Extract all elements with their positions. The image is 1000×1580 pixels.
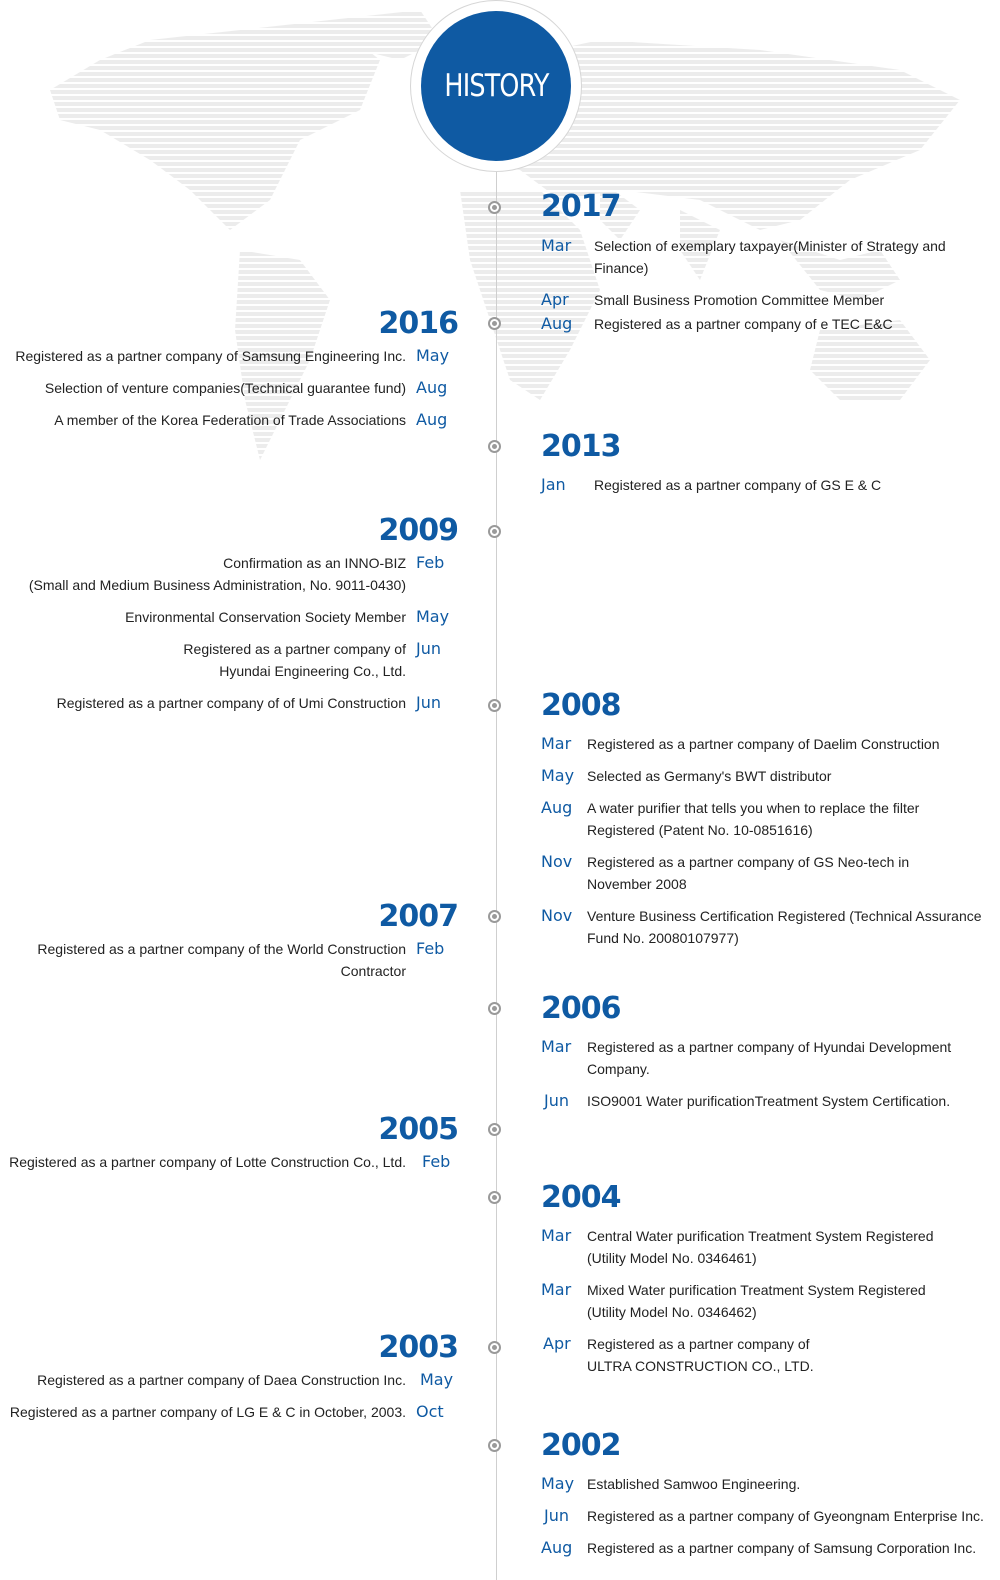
- year-label: 2002: [541, 1428, 621, 1463]
- timeline-dot-2017: [488, 201, 501, 214]
- year-block-2007: [0, 899, 458, 992]
- history-text: Central Water purification Treatment System Registered (Utility Model No. 0346461): [587, 1228, 934, 1266]
- history-text: Small Business Promotion Committee Member: [594, 292, 885, 308]
- history-text: Registered as a partner company of Hyundai Development Company.: [587, 1039, 952, 1077]
- history-text: Registered as a partner company of Samsung Corporation Inc.: [587, 1540, 977, 1556]
- history-text: Confirmation as an INNO-BIZ (Small and Medium Business Administration, No. 9011-0430): [28, 555, 406, 593]
- history-item: [541, 797, 986, 841]
- history-item: [541, 1225, 961, 1269]
- year-label: 2008: [541, 688, 621, 723]
- history-item: [0, 377, 458, 399]
- month-label: May: [541, 1474, 575, 1493]
- year-label: 2017: [541, 189, 621, 224]
- year-block-2013: [541, 429, 961, 506]
- history-text: Registered as a partner company of Lotte Construction Co., Ltd.: [9, 1154, 406, 1170]
- month-label: Jun: [544, 1506, 569, 1525]
- year-block-2008: [541, 688, 986, 959]
- history-badge-circle: [421, 11, 571, 161]
- history-text: ISO9001 Water purificationTreatment System Certification.: [587, 1093, 951, 1109]
- month-label: Apr: [541, 290, 569, 309]
- month-label: Mar: [541, 1280, 572, 1299]
- timeline-dot-2013: [488, 440, 501, 453]
- month-label: Feb: [416, 939, 445, 958]
- month-label: Nov: [541, 852, 573, 871]
- history-text: Mixed Water purification Treatment System Registered (Utility Model No. 0346462): [587, 1282, 926, 1320]
- month-label: May: [420, 1370, 454, 1389]
- history-text: Selection of exemplary taxpayer(Minister of Strategy and Finance): [594, 238, 946, 276]
- history-item: [541, 1473, 986, 1495]
- history-text: Registered as a partner company of Samsung Engineering Inc.: [15, 348, 406, 364]
- year-block-2004: [541, 1180, 961, 1387]
- month-label: Mar: [541, 236, 572, 255]
- month-label: Aug: [541, 314, 573, 333]
- history-text: A member of the Korea Federation of Trade Associations: [54, 412, 406, 428]
- month-label: May: [541, 766, 575, 785]
- year-block-2017: [541, 189, 961, 345]
- history-item: [0, 552, 458, 596]
- history-text: Selection of venture companies(Technical guarantee fund): [44, 380, 406, 396]
- history-text: Selected as Germany's BWT distributor: [587, 768, 832, 784]
- history-item: [541, 1537, 986, 1559]
- history-text: Venture Business Certification Registered (Technical Assurance Fund No. 20080107977): [587, 908, 982, 946]
- history-item: [0, 606, 458, 628]
- history-item: [541, 905, 986, 949]
- history-item: [0, 1151, 458, 1173]
- timeline-dot-2005: [488, 1123, 501, 1136]
- month-label: Aug: [541, 798, 573, 817]
- history-item: [0, 938, 458, 982]
- history-item: [0, 638, 458, 682]
- history-text: Registered as a partner company of ULTRA CONSTRUCTION CO., LTD.: [587, 1336, 814, 1374]
- month-label: Feb: [416, 553, 445, 572]
- history-item: [541, 765, 986, 787]
- history-item: [541, 1333, 961, 1377]
- history-text: Registered as a partner company of GS Neo-tech in November 2008: [587, 854, 910, 892]
- month-label: Jun: [544, 1091, 569, 1110]
- history-item: [0, 1369, 458, 1391]
- history-item: [0, 409, 458, 431]
- timeline-dot-2007: [488, 910, 501, 923]
- history-item: [0, 345, 458, 367]
- year-block-2009: [0, 513, 458, 724]
- timeline-dot-2003: [488, 1341, 501, 1354]
- history-item: [541, 289, 961, 311]
- month-label: Jan: [541, 475, 566, 494]
- timeline-dot-2008: [488, 699, 501, 712]
- year-label: 2006: [541, 991, 621, 1026]
- month-label: Nov: [541, 906, 573, 925]
- history-text: A water purifier that tells you when to replace the filter Registered (Patent No. 10-0851616): [587, 800, 920, 838]
- history-item: [541, 313, 961, 335]
- month-label: Jun: [416, 693, 441, 712]
- year-block-2006: [541, 991, 961, 1122]
- history-text: Registered as a partner company of LG E & C in October, 2003.: [9, 1404, 406, 1420]
- timeline-dot-2006: [488, 1002, 501, 1015]
- history-item: [0, 1401, 458, 1423]
- history-item: [541, 1279, 961, 1323]
- page-title: HISTORY: [443, 68, 549, 104]
- history-text: Registered as a partner company of GS E & C: [594, 477, 882, 493]
- history-badge: [410, 0, 582, 172]
- month-label: Apr: [543, 1334, 571, 1353]
- year-block-2002: [541, 1428, 986, 1569]
- history-item: [541, 1505, 986, 1527]
- timeline-dot-2016: [488, 317, 501, 330]
- timeline-dot-2004: [488, 1191, 501, 1204]
- month-label: Feb: [422, 1152, 451, 1171]
- history-item: [541, 1090, 961, 1112]
- history-item: [0, 692, 458, 714]
- year-label: 2007: [378, 899, 458, 934]
- history-text: Established Samwoo Engineering.: [587, 1476, 801, 1492]
- history-item: [541, 1036, 961, 1080]
- history-text: Registered as a partner company of Gyeongnam Enterprise Inc.: [587, 1508, 984, 1524]
- year-block-2016: [0, 306, 458, 441]
- history-item: [541, 474, 961, 496]
- month-label: Mar: [541, 1037, 572, 1056]
- month-label: Aug: [416, 378, 448, 397]
- year-label: 2009: [378, 513, 458, 548]
- history-item: [541, 733, 986, 755]
- month-label: Aug: [541, 1538, 573, 1557]
- month-label: Oct: [416, 1402, 444, 1421]
- timeline-line: [496, 170, 497, 1580]
- history-text: Registered as a partner company of Daelim Construction: [587, 736, 940, 752]
- year-block-2005: [0, 1112, 458, 1183]
- history-text: Registered as a partner company of of Umi Construction: [56, 695, 406, 711]
- year-block-2003: [0, 1330, 458, 1433]
- history-text: Registered as a partner company of e TEC E&C: [594, 316, 893, 332]
- history-text: Registered as a partner company of Hyundai Engineering Co., Ltd.: [183, 641, 406, 679]
- history-item: [541, 851, 986, 895]
- year-label: 2013: [541, 429, 621, 464]
- timeline-dot-2009: [488, 525, 501, 538]
- history-text: Environmental Conservation Society Member: [125, 609, 406, 625]
- timeline-dot-2002: [488, 1439, 501, 1452]
- year-label: 2016: [378, 306, 458, 341]
- month-label: Jun: [416, 639, 441, 658]
- year-label: 2003: [378, 1330, 458, 1365]
- year-label: 2005: [378, 1112, 458, 1147]
- month-label: May: [416, 607, 450, 626]
- month-label: Aug: [416, 410, 448, 429]
- year-label: 2004: [541, 1180, 621, 1215]
- month-label: May: [416, 346, 450, 365]
- month-label: Mar: [541, 1226, 572, 1245]
- history-text: Registered as a partner company of Daea Construction Inc.: [37, 1372, 406, 1388]
- history-text: Registered as a partner company of the World Construction Contractor: [37, 941, 406, 979]
- month-label: Mar: [541, 734, 572, 753]
- history-item: [541, 235, 961, 279]
